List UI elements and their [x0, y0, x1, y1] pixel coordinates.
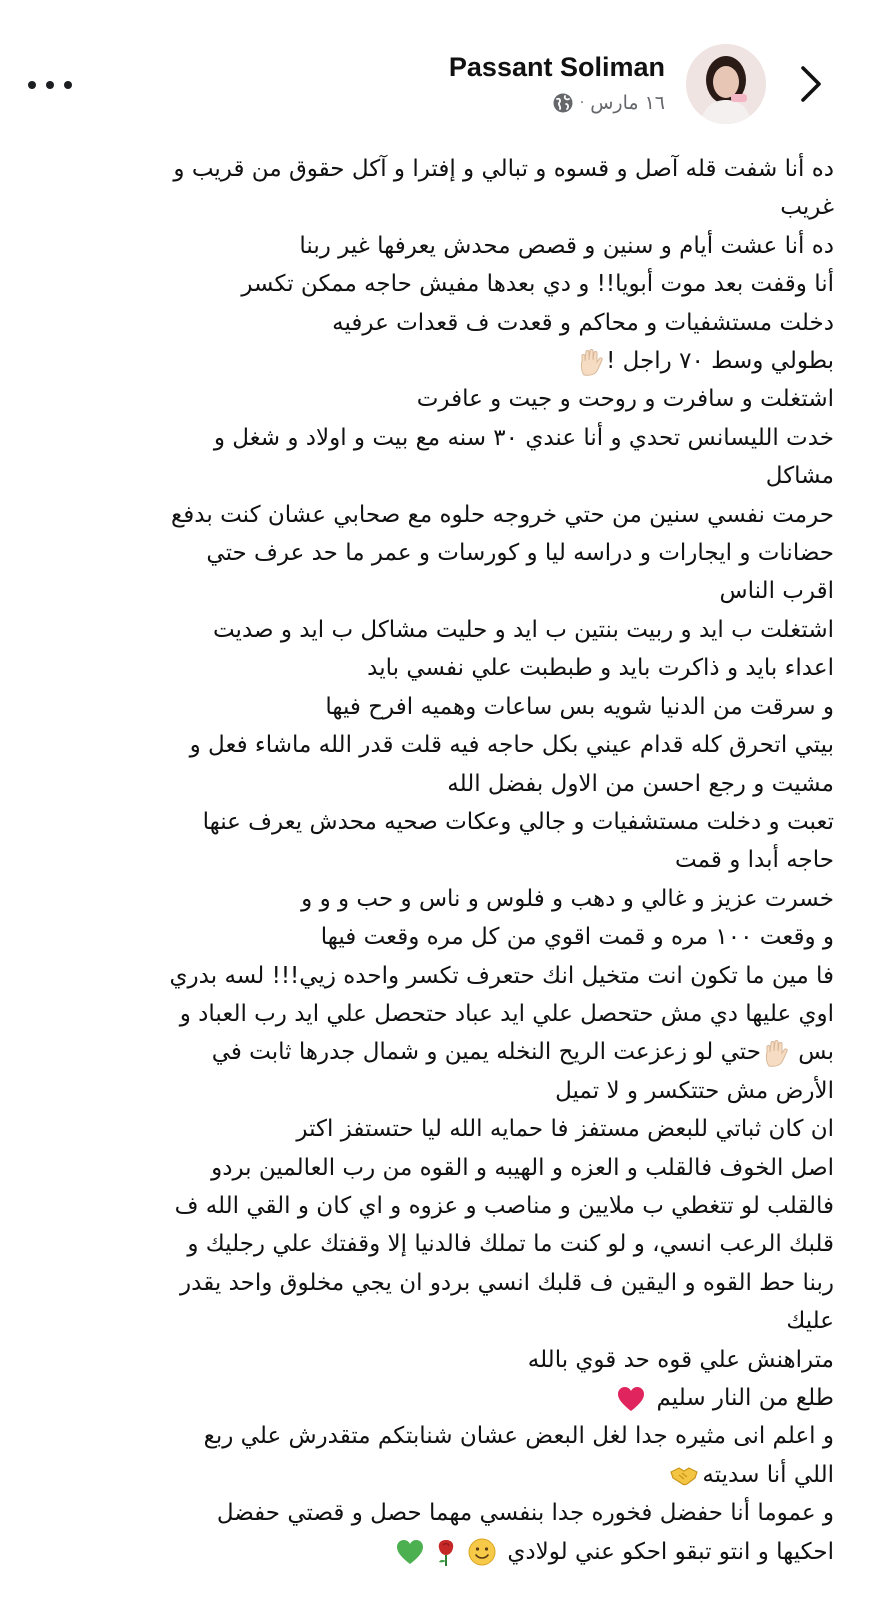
avatar-image: [686, 44, 766, 124]
post-body: [44, 150, 834, 1571]
author-name[interactable]: Passant Soliman: [448, 52, 665, 82]
red-heart-emoji: [616, 1384, 646, 1414]
post-line-text: احكيها و انتو تبقو احكو عني لولادي: [500, 1538, 834, 1565]
post-line: اصل الخوف فالقلب و العزه و الهيبه و القوه من رب العالمين بردو: [211, 1154, 834, 1181]
smiling-face-emoji: [467, 1537, 497, 1567]
post-line: خسرت عزيز و غالي و دهب و فلوس و ناس و حب و و و: [301, 885, 834, 912]
post-header: [0, 0, 869, 135]
raised-hand-emoji: [576, 347, 606, 377]
handshake-emoji: [669, 1460, 699, 1490]
more-dot: [28, 81, 36, 89]
post-line-text: بطولي وسط ٧٠ راجل !: [606, 348, 834, 375]
post-line: ان كان ثباتي للبعض مستفز فا حمايه الله ليا حتستفز اكتر: [296, 1116, 834, 1143]
post-line: [44, 1533, 834, 1571]
post-line: قلبك الرعب انسي، و لو كنت ما تملك فالدنيا إلا وقفتك علي رجليك و: [187, 1231, 834, 1258]
chevron-left-icon: [797, 64, 823, 104]
post-line: دخلت مستشفيات و محاكم و قعدت ف قعدات عرفيه: [332, 309, 834, 336]
post-line: اشتغلت و سافرت و روحت و جيت و عافرت: [416, 386, 834, 413]
post-line: فا مين ما تكون انت متخيل انك حتعرف تكسر واحده زيي!!! لسه بدري: [169, 962, 834, 989]
post-line: مشاكل: [765, 463, 834, 490]
post-line: متراهنش علي قوه حد قوي بالله: [527, 1346, 834, 1373]
post-line: مشيت و رجع احسن من الاول بفضل الله: [447, 770, 834, 797]
raised-hand-emoji: [761, 1038, 791, 1068]
post-line-text: بس: [790, 1039, 834, 1066]
green-heart-emoji: [395, 1537, 425, 1567]
more-options-button[interactable]: [28, 70, 72, 100]
rose-emoji: [431, 1537, 461, 1567]
post-line: الأرض مش حتتكسر و لا تميل: [555, 1077, 834, 1104]
back-button[interactable]: [792, 60, 828, 108]
post-line: [44, 1379, 834, 1417]
post-line-text: طلع من النار سليم: [649, 1385, 834, 1411]
post-line: حاجه أبدا و قمت: [675, 847, 834, 874]
post-line: و سرقت من الدنيا شويه بس ساعات وهميه افرح فيها: [325, 693, 834, 720]
post-line: عليك: [786, 1308, 834, 1335]
post-line: تعبت و دخلت مستشفيات و جالي وعكات صحيه محدش يعرف عنها: [202, 808, 834, 835]
author-avatar[interactable]: [686, 44, 766, 124]
post-line: غريب: [780, 194, 834, 221]
post-line: اشتغلت ب ايد و ربيت بنتين ب ايد و حليت مشاكل ب ايد و صديت: [212, 616, 834, 643]
post-line: ده أنا شفت قله آصل و قسوه و تبالي و إفترا و آكل حقوق من قريب و: [173, 156, 834, 182]
post-meta: [552, 92, 665, 114]
post-line: اعداء بايد و ذاكرت بايد و طبطبت علي نفسي بايد: [367, 655, 834, 682]
post-line: اقرب الناس: [719, 578, 834, 605]
meta-separator: ·: [579, 95, 585, 111]
post-line: فالقلب لو تتغطي ب ملايين و مناصب و عزوه و اي كان و القي الله ف: [174, 1192, 834, 1219]
post-line-text: اللي أنا سديته: [702, 1461, 834, 1488]
post-line: ده أنا عشت أيام و سنين و قصص محدش يعرفها غير ربنا: [299, 232, 834, 259]
more-dot: [46, 81, 54, 89]
post-date[interactable]: ١٦ مارس: [590, 92, 665, 114]
more-dot: [64, 81, 72, 89]
post-line: [44, 1033, 834, 1071]
globe-icon[interactable]: [552, 92, 574, 114]
post-line: و عموما أنا حفضل فخوره جدا بنفسي مهما حصل و قصتي حفضل: [216, 1500, 834, 1527]
post-line: حرمت نفسي سنين من حتي خروجه حلوه مع صحابي عشان كنت بدفع: [171, 501, 834, 528]
post-line: اوي عليها دي مش حتحصل علي ايد عباد حتحصل علي ايد رب العباد و: [179, 1000, 834, 1027]
post-line: [44, 342, 834, 380]
post-line-text: حتي لو زعزعت الريح النخله يمين و شمال جدرها ثابت في: [211, 1039, 761, 1066]
post-line: خدت الليسانس تحدي و أنا عندي ٣٠ سنه مع بيت و اولاد و شغل و: [213, 424, 834, 451]
post-line: ربنا حط القوه و اليقين ف قلبك انسي بردو ان يجي مخلوق واحد يقدر: [180, 1269, 834, 1296]
post-line: أنا وقفت بعد موت أبويا!! و دي بعدها مفيش حاجه ممكن تكسر: [241, 271, 834, 298]
post-line: و اعلم انى مثيره جدا لغل البعض عشان شنابتكم متقدرش علي ربع: [203, 1423, 834, 1450]
post-line: بيتي اتحرق كله قدام عيني بكل حاجه فيه قلت قدر الله ماشاء فعل و: [189, 732, 834, 759]
post-line: [44, 1456, 834, 1494]
post-line: حضانات و ايجارات و دراسه ليا و كورسات و عمر ما حد عرف حتي: [206, 540, 834, 567]
post-line: و وقعت ١٠٠ مره و قمت اقوي من كل مره وقعت فيها: [320, 924, 834, 951]
